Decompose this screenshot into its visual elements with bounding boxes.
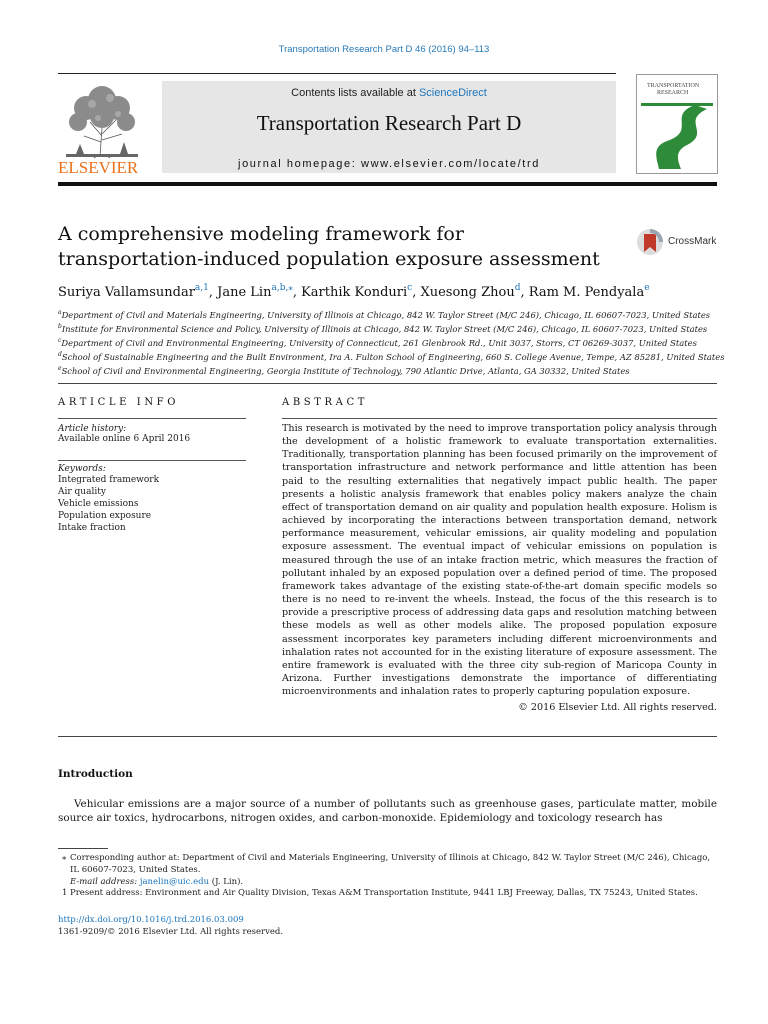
- journal-cover-thumbnail[interactable]: [636, 74, 718, 174]
- abstract-rule: [282, 418, 717, 419]
- keyword-list: [58, 474, 246, 534]
- corresponding-author-footnote: [58, 853, 717, 877]
- abstract-heading: ABSTRACT: [282, 397, 368, 408]
- contents-prefix: Contents lists available at: [291, 87, 419, 99]
- keyword-item: Vehicle emissions: [58, 499, 139, 509]
- abstract-text: This research is motivated by the need to improve transportation policy analysis through the development of a holistic framework to evaluate transportation externalities. Traditionally, transportation planning has been focused primarily on the improvement of transportation infrastructure and network performance and little attention has been paid to the resulting externalities that negatively impact public health. The paper presents a holistic analysis framework that enables policy makers analyze the chain effect of transportation demand on air quality and population health exposure. Holism is achieved by incorporating the interactions between transportation demand, network performance measurement, vehicular emissions, air quality modeling and population exposure assessment. The eventual impact of vehicular emissions on population is measured through the use of an intake fraction metric, which measures the fraction of pollutant inhaled by an exposed population over a defined period of time. The proposed framework takes advantage of the existing state-of-the-art domain specific models so there is no need to re-invent the wheels. Instead, the focus of the this research is to provide a prescriptive process of addressing data gaps and resolution matching between these models as well as other models alike. The proposed population exposure assessment incorporates key parameters including different microenvironments and inhalation rates not accounted for in the existing literature of exposure assessment. The entire framework is evaluated with the three city sub-region of Maricopa County in Arizona. Further investigations demonstrate the importance of differentiating microenvironments and inhalation rates to properly capturing population exposure.: [282, 423, 717, 698]
- affiliation-text: Department of Civil and Environmental Engineering, University of Connecticut, 261 Glenbrook Rd., Unit 3037, Storrs, CT 06269-3037, United States: [61, 337, 697, 348]
- author-separator: ,: [412, 285, 421, 300]
- journal-citation-link[interactable]: Transportation Research Part D 46 (2016) 94–113: [278, 44, 490, 55]
- issn-copyright: 1361-9209/© 2016 Elsevier Ltd. All rights reserved.: [58, 927, 284, 937]
- email-suffix: (J. Lin).: [209, 876, 244, 887]
- keyword-item: Intake fraction: [58, 523, 126, 533]
- footnotes: [58, 853, 717, 900]
- article-info-heading: ARTICLE INFO: [58, 397, 180, 408]
- affiliation-marker: a: [58, 309, 62, 316]
- article-history-value: Available online 6 April 2016: [58, 434, 191, 444]
- journal-cover-art: [637, 75, 717, 173]
- email-label: E-mail address:: [70, 876, 140, 887]
- author-affiliation-marker[interactable]: a,1: [194, 283, 209, 293]
- body-divider: [58, 736, 717, 737]
- affiliation-item: [58, 349, 738, 363]
- footnote-rule: [58, 848, 108, 849]
- affiliation-marker: e: [58, 365, 62, 373]
- crossmark-icon: [636, 228, 666, 256]
- journal-title: Transportation Research Part D: [256, 111, 522, 135]
- author-affiliation-marker[interactable]: a,b,⁎: [271, 283, 293, 293]
- keyword-item: Air quality: [58, 487, 106, 497]
- corresponding-author-text: Corresponding author at: Department of Civil and Materials Engineering, University of Illinois at Chicago, 842 W. Taylor Street (M/C 246), Chicago, IL 60607-7023, United States.: [70, 853, 711, 875]
- author-separator: ,: [292, 285, 302, 300]
- section-divider: [58, 383, 717, 384]
- keywords-label: Keywords:: [58, 464, 106, 474]
- contents-available-line: [162, 87, 616, 99]
- author-name[interactable]: Karthik Konduri: [301, 285, 408, 300]
- email-link[interactable]: janelin@uic.edu: [139, 876, 210, 887]
- cover-title-line1: TRANSPORTATION: [647, 83, 700, 89]
- crossmark-badge[interactable]: [636, 228, 718, 256]
- affiliation-marker: c: [58, 337, 62, 345]
- author-separator: ,: [208, 285, 218, 300]
- author-name[interactable]: Ram M. Pendyala: [528, 285, 645, 300]
- email-footnote: [58, 877, 717, 889]
- affiliation-text: Department of Civil and Materials Engineering, University of Illinois at Chicago, 842 W. Taylor Street (M/C 246), Chicago, IL 60607-7023, United States: [61, 309, 711, 320]
- affiliation-text: Institute for Environmental Science and Policy, University of Illinois at Chicago, 842 W. Taylor Street (M/C 246), Chicago, IL 60607-7023, United States: [61, 323, 708, 334]
- keyword-item: Integrated framework: [58, 475, 160, 485]
- author-affiliation-marker[interactable]: d: [514, 283, 521, 293]
- affiliation-text: School of Civil and Environmental Engineering, Georgia Institute of Technology, 790 Atlantic Drive, Atlanta, GA 30332, United States: [61, 366, 630, 377]
- present-address-footnote: [58, 888, 717, 900]
- author-name[interactable]: Jane Lin: [217, 285, 272, 300]
- affiliation-marker: b: [58, 323, 62, 331]
- keywords-rule: [58, 460, 246, 461]
- article-title-line1: A comprehensive modeling framework for: [58, 223, 464, 245]
- cover-title-line2: RESEARCH: [657, 90, 689, 96]
- affiliation-list: [58, 307, 738, 377]
- author-separator: ,: [520, 285, 529, 300]
- affiliation-item: [58, 335, 738, 349]
- homepage-label: journal homepage:: [238, 158, 362, 170]
- affiliation-item: [58, 307, 738, 321]
- affiliation-item: [58, 363, 738, 377]
- doi-link[interactable]: http://dx.doi.org/10.1016/j.trd.2016.03.009: [58, 915, 244, 925]
- footnote-marker: 1: [62, 888, 68, 899]
- introduction-paragraph: Vehicular emissions are a major source of a number of pollutants such as greenhouse gases, particulate matter, mobile source air toxics, hydrocarbons, nitrogen oxides, and carbon-monoxide. Epidemiology and toxicology research has: [58, 798, 717, 824]
- masthead-bottom-rule: [58, 182, 717, 186]
- homepage-url-link[interactable]: www.elsevier.com/locate/trd: [361, 158, 540, 170]
- author-name[interactable]: Xuesong Zhou: [420, 285, 515, 300]
- footnote-marker: ⁎: [62, 853, 67, 863]
- article-info-rule: [58, 418, 246, 419]
- affiliation-text: School of Sustainable Engineering and the Built Environment, Ira A. Fulton School of Engineering, 660 S. College Avenue, Tempe, AZ 85281, United States: [61, 352, 725, 363]
- author-affiliation-marker[interactable]: c: [407, 283, 413, 293]
- author-affiliation-marker[interactable]: e: [644, 283, 650, 293]
- keywords-block: [58, 464, 246, 534]
- keyword-item: Population exposure: [58, 511, 152, 521]
- article-title: [58, 222, 618, 272]
- article-title-line2: transportation-induced population exposure assessment: [58, 248, 600, 270]
- elsevier-wordmark: ELSEVIER: [58, 158, 139, 177]
- present-address-text: Present address: Environment and Air Quality Division, Texas A&M Transportation Institute, 9441 LBJ Freeway, Dallas, TX 75243, United States.: [70, 888, 698, 899]
- author-list: [58, 283, 738, 300]
- introduction-heading: Introduction: [58, 768, 133, 780]
- article-history: [58, 424, 246, 444]
- author-name[interactable]: Suriya Vallamsundar: [58, 285, 195, 300]
- journal-header-box: [162, 81, 616, 173]
- article-history-label: Article history:: [58, 424, 127, 434]
- abstract-copyright: © 2016 Elsevier Ltd. All rights reserved.: [518, 702, 717, 713]
- affiliation-item: [58, 321, 738, 335]
- journal-homepage-line: [162, 158, 616, 170]
- affiliation-marker: d: [58, 351, 62, 359]
- crossmark-label: CrossMark: [668, 236, 717, 247]
- sciencedirect-link[interactable]: ScienceDirect: [418, 87, 487, 99]
- masthead-top-rule: [58, 73, 616, 74]
